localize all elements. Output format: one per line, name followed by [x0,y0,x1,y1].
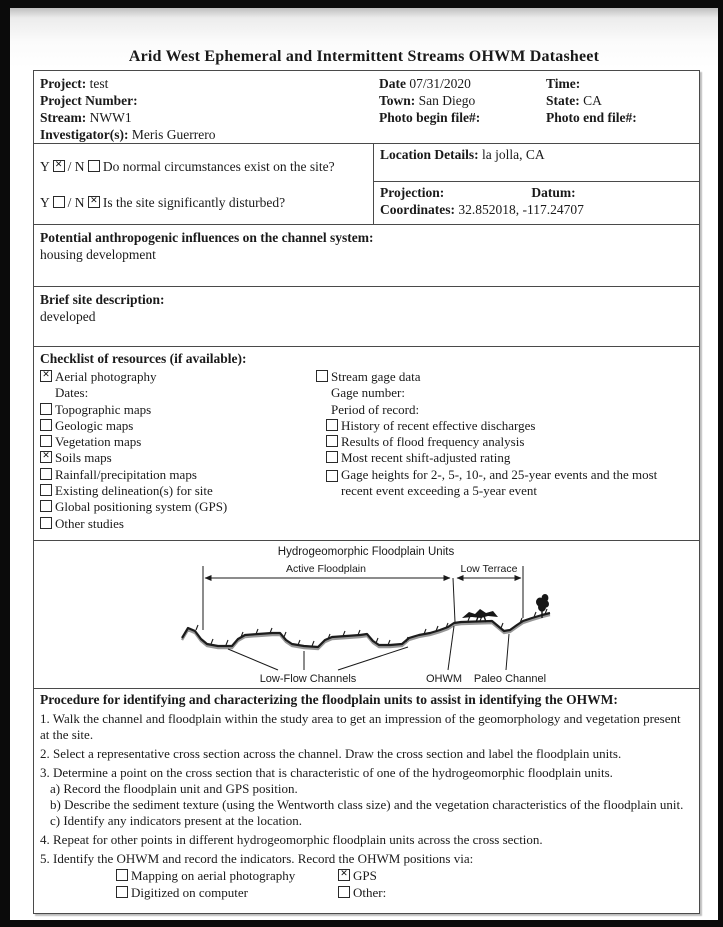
location-cell [374,144,699,224]
checklist-item-label: Aerial photography [55,369,157,384]
option-digitized [116,885,338,901]
checklist-item-flood-frequency [316,434,691,450]
checkbox-soils-maps[interactable] [40,451,52,463]
procedure-substep-a: a) Record the floodplain unit and GPS position. [50,781,298,796]
anthropogenic-label: Potential anthropogenic influences on the channel system: [40,230,374,245]
state-field [546,92,637,109]
terrain-shadow [182,615,550,649]
photo-end-label: Photo end file#: [546,110,637,125]
checklist-section [34,346,699,540]
procedure-step-3: 3. Determine a point on the cross section that is characteristic of one of the hydrogeomorphic floodplain units. [40,765,613,780]
checklist-left-column [40,369,227,532]
location-details-field [374,144,699,182]
location-details-value: la jolla, CA [482,147,545,162]
low-flow-channels-label: Low-Flow Channels [259,673,357,685]
project-value: test [89,76,109,91]
coordinates-label: Coordinates: [380,202,455,217]
option-label: Mapping on aerial photography [131,868,296,883]
checkbox-gps-system[interactable] [40,500,52,512]
checkbox-history-discharges[interactable] [326,419,338,431]
checklist-item-label: Existing delineation(s) for site [55,483,213,499]
option-gps [338,868,377,884]
checklist-item-other-studies [40,516,227,532]
checklist-item-period-of-record [316,402,691,418]
checklist-item-label: Period of record: [331,401,420,417]
procedure-step-1: 1. Walk the channel and floodplain within the study area to get an impression of the geomorphology and vegetation present at the site. [40,711,681,742]
investigators-value: Meris Guerrero [131,127,216,142]
yes-checkbox-significantly-disturbed[interactable] [53,196,65,208]
yes-no-questions-cell [34,144,374,224]
checkbox-digitized[interactable] [116,886,128,898]
checkbox-stream-gage-data[interactable] [316,370,328,382]
option-label: Other: [353,885,387,900]
checklist-item-history-discharges [316,418,691,434]
checklist-item-shift-adjusted-rating [316,450,691,466]
checklist-item-dates [40,385,227,401]
no-label: N [74,158,85,174]
paleo-channel-label: Paleo Channel [473,673,547,685]
procedure-title: Procedure for identifying and characterizing the floodplain units to assist in identifying the OHWM: [40,692,618,707]
checkbox-rainfall-maps[interactable] [40,468,52,480]
checklist-item-label: Results of flood frequency analysis [341,434,525,450]
checklist-item-topographic-maps [40,402,227,418]
checklist-item-label: Most recent shift-adjusted rating [341,450,511,466]
town-value: San Diego [418,93,476,108]
option-mapping-aerial [116,868,338,884]
investigators-field [40,126,215,143]
coordinates-value: 32.852018, -117.24707 [458,202,584,217]
checklist-item-label: Stream gage data [331,369,421,384]
no-checkbox-normal-circumstances[interactable] [88,160,100,172]
checkbox-flood-frequency[interactable] [326,435,338,447]
procedure-step-4: 4. Repeat for other points in different hydrogeomorphic floodplain units across the cross section. [40,832,543,847]
project-number-label: Project Number: [40,93,138,108]
stream-field [40,109,215,126]
site-questions-section [34,143,699,224]
site-description-section [34,286,699,346]
photo-begin-label: Photo begin file#: [379,110,481,125]
stream-label: Stream: [40,110,87,125]
datasheet-page [10,8,718,920]
state-value: CA [583,93,602,108]
checkbox-mapping-aerial[interactable] [116,869,128,881]
time-label: Time: [546,76,581,91]
state-label: State: [546,93,580,108]
checklist-item-label: Other studies [55,515,124,531]
yes-label: Y [40,158,50,174]
checklist-item-gage-heights [316,467,691,500]
checkbox-shift-adjusted-rating[interactable] [326,451,338,463]
project-info-right-column [546,75,637,126]
checklist-item-label: Vegetation maps [55,434,142,450]
checkbox-aerial-photography[interactable] [40,370,52,382]
site-description-label: Brief site description: [40,292,165,307]
question-text: Is the site significantly disturbed? [102,194,286,210]
date-label: Date [379,76,406,91]
projection-datum-line [380,184,693,201]
option-other [338,885,386,901]
no-checkbox-significantly-disturbed[interactable] [88,196,100,208]
low-terrace-label: Low Terrace [460,563,518,575]
checklist-item-label: Geologic maps [55,417,134,433]
yes-checkbox-normal-circumstances[interactable] [53,160,65,172]
date-field [379,75,480,92]
coordinates-line [380,201,693,218]
checkbox-other[interactable] [338,886,350,898]
project-info-section [34,71,699,143]
project-info-middle-column [379,75,480,126]
projection-coordinates-field [374,182,699,220]
photo-end-field [546,109,637,126]
location-details-label: Location Details: [380,147,479,162]
checklist-item-soils-maps [40,450,227,466]
diagram-title: Hydrogeomorphic Floodplain Units [277,546,455,558]
investigators-label: Investigator(s): [40,127,129,142]
checklist-item-vegetation-maps [40,434,227,450]
option-label: Digitized on computer [131,885,248,900]
checklist-item-label: Gage number: [331,385,406,401]
checklist-item-geologic-maps [40,418,227,434]
checklist-item-label: Gage heights for 2-, 5-, 10-, and 25-year events and the most recent event exceeding a 5-year event [341,466,658,499]
procedure-step-5: 5. Identify the OHWM and record the indicators. Record the OHWM positions via: [40,851,474,866]
checklist-item-stream-gage-data [316,369,691,385]
date-value: 07/31/2020 [409,76,471,91]
checklist-item-label: Rainfall/precipitation maps [55,466,197,482]
anthropogenic-value: housing development [40,247,156,262]
yes-label: Y [40,194,50,210]
yn-separator: / [67,158,72,174]
town-field [379,92,480,109]
checklist-title: Checklist of resources (if available): [40,351,247,366]
checklist-item-rainfall-maps [40,467,227,483]
procedure-substep-b: b) Describe the sediment texture (using the Wentworth class size) and the vegetation characteristics of the floodplain unit. [50,797,684,812]
no-label: N [74,194,85,210]
yn-separator: / [67,194,72,210]
checkbox-other-studies[interactable] [40,517,52,529]
option-label: GPS [353,868,377,883]
checklist-item-gage-number [316,385,691,401]
site-description-value: developed [40,309,96,324]
question-normal-circumstances [40,158,367,175]
checkbox-geologic-maps[interactable] [40,419,52,431]
project-number-field [40,92,215,109]
procedure-section [34,688,699,901]
checkbox-gage-heights[interactable] [326,470,338,482]
checklist-item-label: History of recent effective discharges [341,417,536,433]
datum-label: Datum: [531,185,576,200]
project-info-left-column [40,75,215,143]
checklist-item-label: Dates: [55,385,89,401]
question-significantly-disturbed [40,194,367,211]
photo-begin-field [379,109,480,126]
record-options-row-2 [40,885,693,901]
datasheet-form [33,70,700,914]
checklist-right-column [316,369,691,499]
checkbox-existing-delineation[interactable] [40,484,52,496]
checkbox-vegetation-maps[interactable] [40,435,52,447]
procedure-step-2: 2. Select a representative cross section across the channel. Draw the cross section and label the floodplain units. [40,746,622,761]
checklist-item-aerial-photography [40,369,227,385]
anthropogenic-influences-section [34,224,699,286]
floodplain-diagram-section [34,540,699,688]
procedure-substep-c: c) Identify any indicators present at the location. [50,813,302,828]
checkbox-topographic-maps[interactable] [40,403,52,415]
checklist-item-gps [40,499,227,515]
project-field [40,75,215,92]
question-text: Do normal circumstances exist on the site? [102,158,335,174]
time-field [546,75,637,92]
checklist-item-label: Soils maps [55,450,112,466]
checklist-item-existing-delineation [40,483,227,499]
floodplain-diagram [176,542,556,687]
checklist-item-label: Global positioning system (GPS) [55,499,228,515]
active-floodplain-label: Active Floodplain [286,563,366,575]
stream-value: NWW1 [89,110,132,125]
projection-label: Projection: [380,185,445,200]
checklist-item-label: Topographic maps [55,401,152,417]
town-label: Town: [379,93,416,108]
record-options-row-1 [40,868,693,884]
ohwm-label: OHWM [425,673,463,685]
project-label: Project: [40,76,87,91]
page-title: Arid West Ephemeral and Intermittent Streams OHWM Datasheet [128,48,600,65]
checkbox-gps[interactable] [338,869,350,881]
